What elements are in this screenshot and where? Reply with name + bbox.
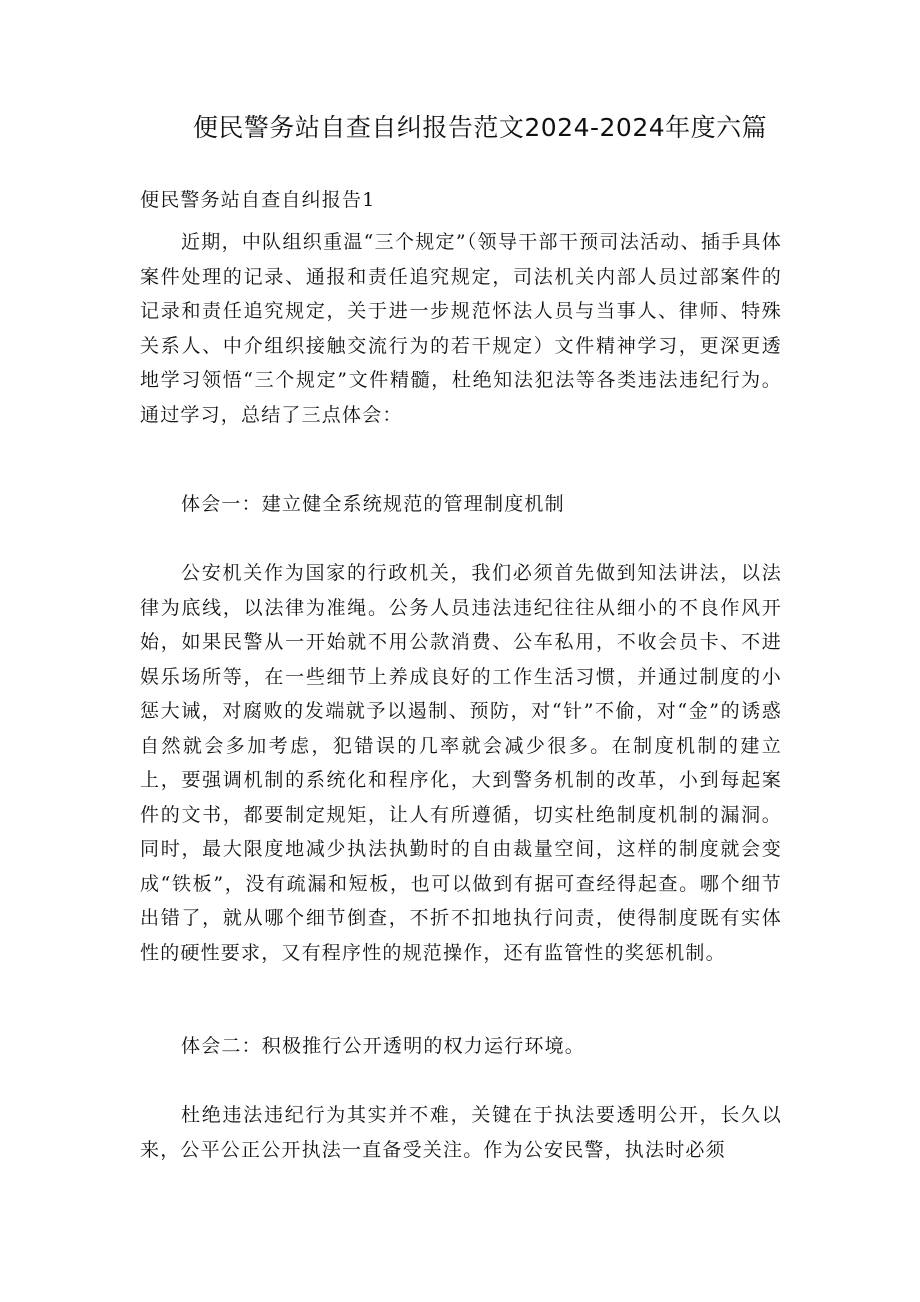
section-heading-1: 体会一：建立健全系统规范的管理制度机制: [181, 493, 565, 515]
paragraph-section-2: 杜绝违法违纪行为其实并不难，关键在于执法要透明公开，长久以来，公平公正公开执法一直备受关注。作为公安民警，执法时必须: [140, 1104, 782, 1161]
report-subtitle: 便民警务站自查自纠报告1: [140, 189, 376, 211]
document-title: 便民警务站自查自纠报告范文2024-2024年度六篇: [192, 113, 768, 142]
paragraph-intro: 近期，中队组织重温“三个规定”（领导干部干预司法活动、插手具体案件处理的记录、通报和责任追究规定，司法机关内部人员过部案件的记录和责任追究规定，关于进一步规范怀法人员与当事人、律师、特殊关系人、中介组织接触交流行为的若干规定）文件精神学习，更深更透地学习领悟“三个规定”文件精髓，杜绝知法犯法等各类违法违纪行为。通过学习，总结了三点体会：: [140, 231, 782, 426]
paragraph-section-1: 公安机关作为国家的行政机关，我们必须首先做到知法讲法，以法律为底线，以法律为准绳。公务人员违法违纪往往从细小的不良作风开始，如果民警从一开始就不用公款消费、公车私用，不收会员卡、不进娱乐场所等，在一些细节上养成良好的工作生活习惯，并通过制度的小惩大诫，对腐败的发端就予以遏制、预防，对“针”不偷，对“金”的诱惑自然就会多加考虑，犯错误的几率就会减少很多。在制度机制的建立上，要强调机制的系统化和程序化，大到警务机制的改革，小到每起案件的文书，都要制定规矩，让人有所遵循，切实杜绝制度机制的漏洞。同时，最大限度地减少执法执勤时的自由裁量空间，这样的制度就会变成“铁板”，没有疏漏和短板，也可以做到有据可查经得起查。哪个细节出错了，就从哪个细节倒查，不折不扣地执行问责，使得制度既有实体性的硬性要求，又有程序性的规范操作，还有监管性的奖惩机制。: [140, 562, 782, 964]
section-heading-2: 体会二：积极推行公开透明的权力运行环境。: [181, 1035, 586, 1057]
